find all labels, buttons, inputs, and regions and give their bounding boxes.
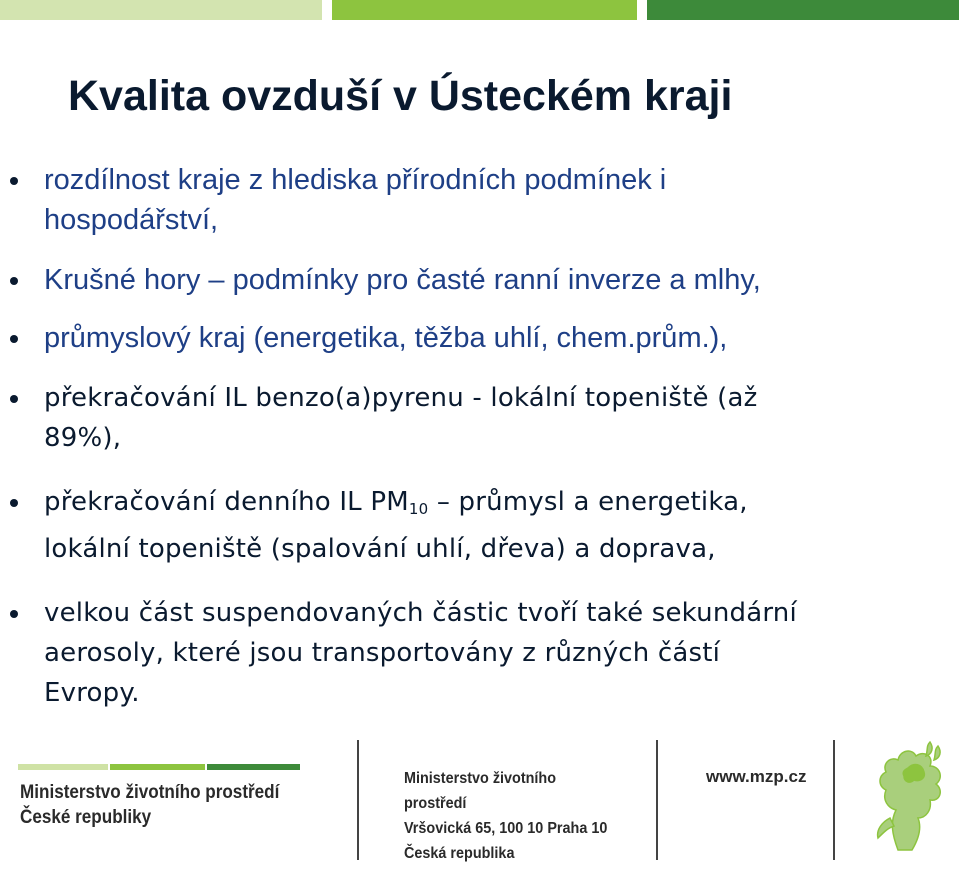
bullet-line: rozdílnost kraje z hlediska přírodních podmínek i <box>44 164 667 196</box>
footer-divider <box>833 740 835 860</box>
ministry-name-line: České republiky <box>20 807 152 828</box>
footer-stripe-medium <box>110 764 205 770</box>
bullet-line: překračování denního IL PM <box>44 487 409 517</box>
bullet-line: 89%), <box>44 423 122 453</box>
ministry-name-line: Ministerstvo životního prostředí <box>20 782 280 803</box>
bullet-line: hospodářství, <box>44 204 219 236</box>
bullet-line: – průmysl a energetika, <box>428 487 748 517</box>
bullet-item <box>0 318 959 358</box>
ministry-logo-text <box>20 780 290 830</box>
footer-divider <box>357 740 359 860</box>
page-title: Kvalita ovzduší v Ústeckém kraji <box>68 72 733 120</box>
bullet-item <box>0 378 959 458</box>
czech-lion-icon <box>868 738 952 856</box>
footer-address <box>404 766 620 866</box>
pm-subscript: 10 <box>408 500 429 518</box>
bullet-line: průmyslový kraj (energetika, těžba uhlí, chem.prům.), <box>44 322 728 354</box>
footer-divider <box>656 740 658 860</box>
bullet-line: velkou část suspendovaných částic tvoří také sekundární <box>44 598 797 628</box>
bullet-line: překračování IL benzo(a)pyrenu - lokální topeniště (až <box>44 383 758 413</box>
header-bar-light <box>0 0 322 20</box>
bullet-line: Krušné hory – podmínky pro časté ranní inverze a mlhy, <box>44 264 761 296</box>
header-bar-medium <box>332 0 637 20</box>
address-line: Česká republika <box>404 845 515 862</box>
footer-stripe-dark <box>207 764 300 770</box>
address-line: Vršovická 65, 100 10 Praha 10 <box>404 820 608 837</box>
bullet-line: Evropy. <box>44 678 140 708</box>
bullet-item <box>0 260 959 300</box>
bullet-list <box>0 160 959 713</box>
website-link[interactable]: www.mzp.cz <box>706 767 807 786</box>
bullet-line: lokální topeniště (spalování uhlí, dřeva) a doprava, <box>44 534 716 564</box>
bullet-line: aerosoly, které jsou transportovány z různých částí <box>44 638 721 668</box>
header-bar-dark <box>647 0 959 20</box>
address-line: Ministerstvo životního prostředí <box>404 770 557 812</box>
bullet-item <box>0 593 959 713</box>
bullet-item <box>0 160 959 240</box>
bullet-item <box>0 482 959 569</box>
footer-stripe-light <box>18 764 108 770</box>
